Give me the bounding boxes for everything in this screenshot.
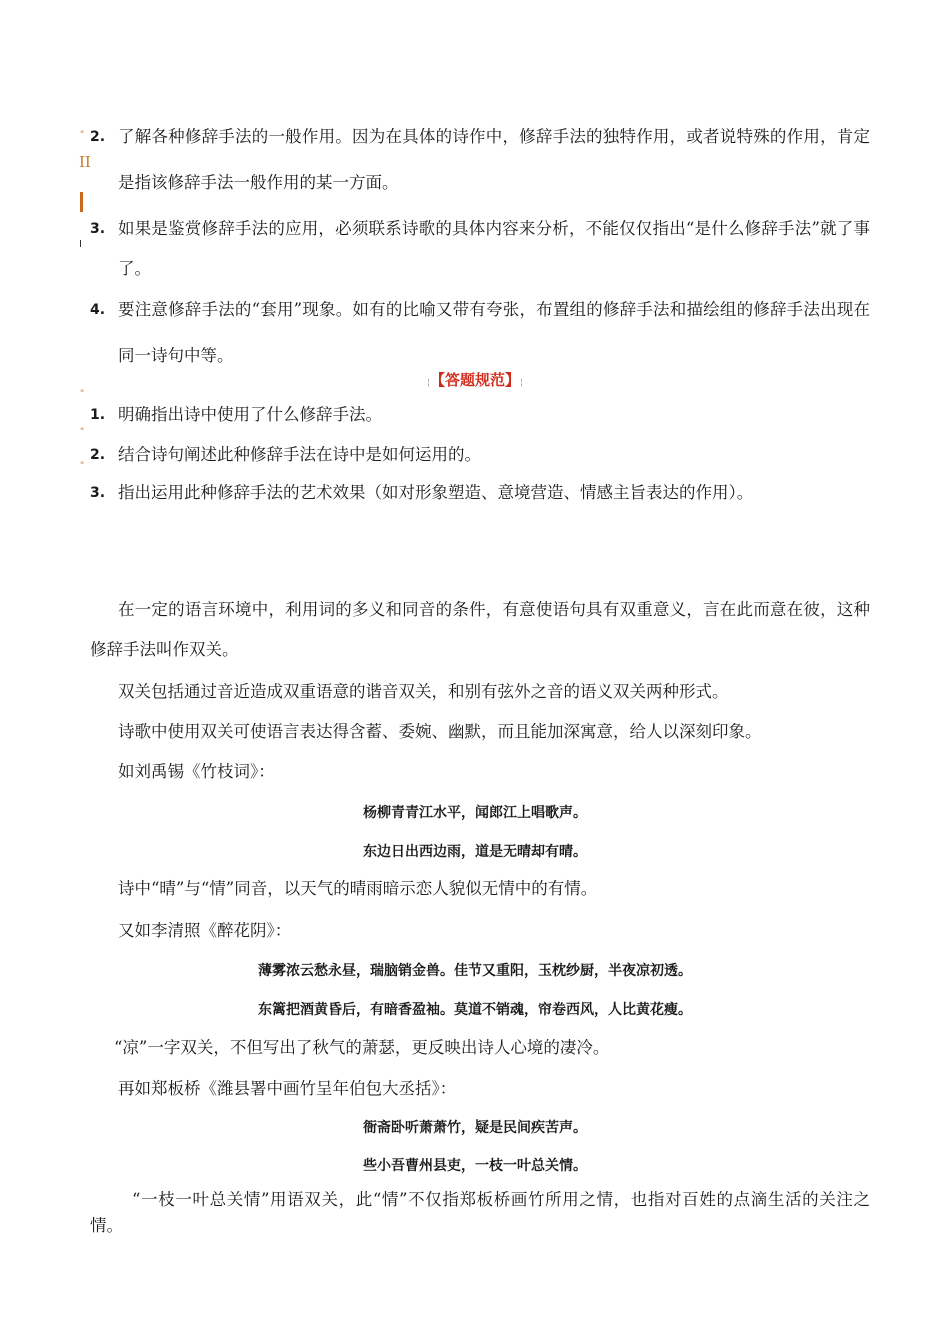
poem-line: 些小吾曹州县吏，一枝一叶总关情。 <box>363 1158 587 1174</box>
list-item <box>90 287 870 379</box>
list-item-text: 如果是鉴赏修辞手法的应用，必须联系诗歌的具体内容来分析，不能仅仅指出“是什么修辞手法”就了事了。 <box>118 219 870 278</box>
list-item <box>90 209 870 289</box>
poem-line: 杨柳青青江水平，闻郎江上唱歌声。 <box>363 805 587 821</box>
paragraph: 再如郑板桥《潍县署中画竹呈年伯包大丞括》： <box>118 1079 457 1098</box>
paragraph: “凉”一字双关，不但写出了秋气的萧瑟，更反映出诗人心境的凄冷。 <box>114 1038 610 1057</box>
list-item-text: 要注意修辞手法的“套用”现象。如有的比喻又带有夸张，布置组的修辞手法和描绘组的修辞手法出现在同一诗句中等。 <box>118 300 870 365</box>
margin-mark: " <box>80 389 85 399</box>
list-item-text: 结合诗句阐述此种修辞手法在诗中是如何运用的。 <box>118 445 481 464</box>
section-heading: ¦【答题规范】¦ <box>426 371 524 389</box>
margin-mark-roman: II <box>79 153 91 171</box>
paragraph: 双关包括通过音近造成双重语意的谐音双关，和别有弦外之音的语义双关两种形式。 <box>118 682 729 701</box>
list-item-number: 2. <box>90 129 106 145</box>
paragraph: 在一定的语言环境中，利用词的多义和同音的条件，有意使语句具有双重意义，言在此而意在彼，这种修辞手法叫作双关。 <box>90 600 870 659</box>
list-item <box>90 474 870 512</box>
poem-line: 东边日出西边雨，道是无晴却有晴。 <box>363 844 587 860</box>
list-item-text: 了解各种修辞手法的一般作用。因为在具体的诗作中，修辞手法的独特作用，或者说特殊的作用，肯定是指该修辞手法一般作用的某一方面。 <box>118 127 870 192</box>
paragraph: 如刘禹锡《竹枝词》： <box>118 762 275 781</box>
margin-mark: " <box>80 130 85 140</box>
margin-mark: " <box>80 427 85 437</box>
list-item-number: 4. <box>90 302 106 318</box>
list-item-number: 3. <box>90 221 106 237</box>
paragraph: “一枝一叶总关情”用语双关，此“情”不仅指郑板桥画竹所用之情，也指对百姓的点滴生活的关注之情。 <box>90 1190 870 1235</box>
list-item <box>90 436 870 474</box>
margin-tick <box>80 240 81 247</box>
list-item-number: 3. <box>90 485 106 501</box>
poem-line: 衙斋卧听萧萧竹，疑是民间疾苦声。 <box>363 1120 587 1136</box>
margin-mark: " <box>80 461 85 471</box>
paragraph: 又如李清照《醉花阴》： <box>118 921 292 940</box>
list-item-number: 1. <box>90 407 106 423</box>
poem-line: 东篱把酒黄昏后，有暗香盈袖。莫道不销魂，帘卷西风，人比黄花瘦。 <box>258 1002 692 1018</box>
list-item-number: 2. <box>90 447 106 463</box>
list-item <box>90 114 870 206</box>
paragraph: 诗中“晴”与“情”同音，以天气的晴雨暗示恋人貌似无情中的有情。 <box>118 879 598 898</box>
poem-line: 薄雾浓云愁永昼，瑞脑销金兽。佳节又重阳，玉枕纱厨，半夜凉初透。 <box>258 963 692 979</box>
list-item-text: 指出运用此种修辞手法的艺术效果（如对形象塑造、意境营造、情感主旨表达的作用）。 <box>118 483 754 502</box>
margin-bar <box>80 192 83 212</box>
list-item <box>90 396 870 434</box>
list-item-text: 明确指出诗中使用了什么修辞手法。 <box>118 405 382 424</box>
paragraph: 诗歌中使用双关可使语言表达得含蓄、委婉、幽默，而且能加深寓意，给人以深刻印象。 <box>118 722 762 741</box>
